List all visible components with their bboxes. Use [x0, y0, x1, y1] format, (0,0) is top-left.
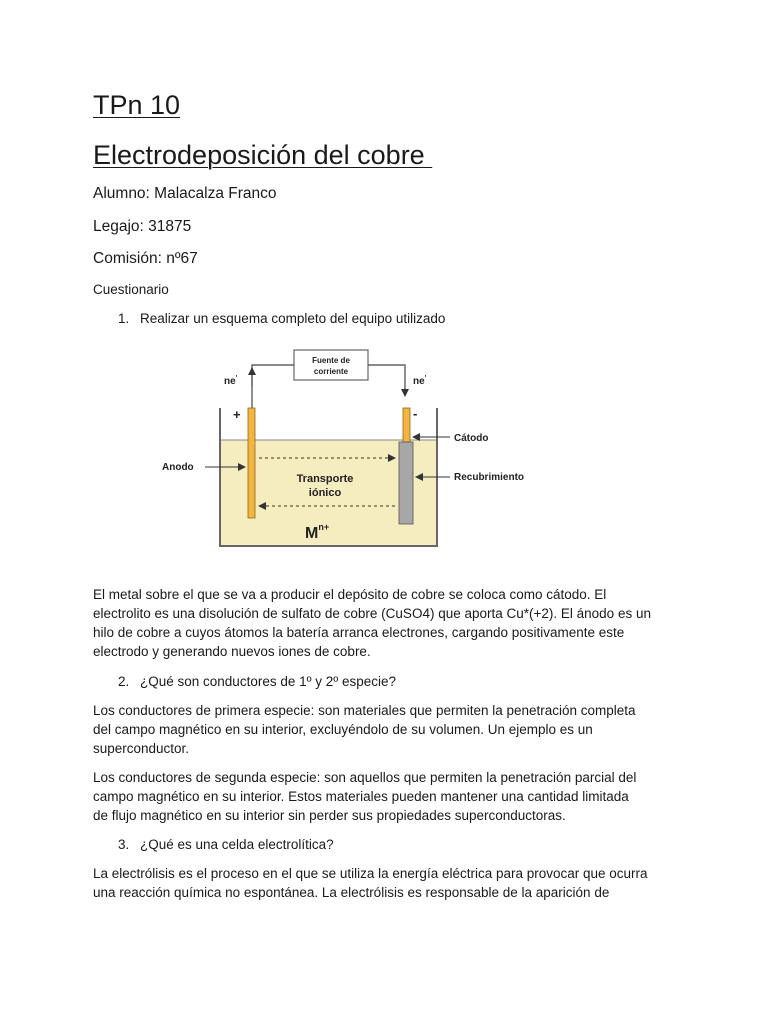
question-1 [118, 312, 445, 326]
comision-number: Comisión: nº67 [93, 250, 198, 267]
question-2 [118, 675, 396, 689]
metal-ion-label: $M^{n+}$ [305, 522, 330, 542]
text-line: del campo magnético en su interior, excluyéndolo de su volumen. Un ejemplo es un [93, 722, 593, 737]
electrolysis-diagram [155, 346, 555, 552]
cathode-electrode [403, 408, 410, 442]
electron-label-left: ne' [224, 375, 238, 387]
question-text: ¿Qué son conductores de 1º y 2º especie? [140, 674, 397, 689]
anode-electrode [248, 408, 255, 518]
question-text: Realizar un esquema completo del equipo utilizado [140, 311, 446, 326]
question-number: 3. [118, 837, 130, 852]
question-text: ¿Qué es una celda electrolítica? [140, 837, 334, 852]
question-number: 2. [118, 674, 130, 689]
paragraph-first-species [93, 701, 685, 758]
cathode-coating [399, 442, 413, 524]
text-line: La electrólisis es el proceso en el que se utiliza la energía eléctrica para provocar que ocurra [93, 866, 648, 881]
questionnaire-heading: Cuestionario [93, 282, 169, 297]
text-line: electrodo y generando nuevos iones de cobre. [93, 644, 371, 659]
text-line: campo magnético en su interior. Estos materiales pueden mantener una cantidad limitada [93, 789, 629, 804]
power-source-label-2: corriente [313, 367, 349, 376]
text-line: Los conductores de segunda especie: son aquellos que permiten la penetración parcial del [93, 770, 637, 785]
coating-label: Recubrimiento [454, 472, 525, 483]
anode-label: Anodo [162, 462, 194, 473]
question-3 [118, 838, 334, 852]
legajo-number: Legajo: 31875 [93, 218, 192, 235]
student-name: Alumno: Malacalza Franco [93, 185, 277, 202]
transport-label-2: iónico [308, 487, 342, 499]
plus-sign: + [233, 407, 241, 422]
text-line: El metal sobre el que se va a producir el depósito de cobre se coloca como cátodo. El [93, 587, 607, 602]
text-line: hilo de cobre a cuyos átomos la batería arranca electrones, cargando positivamente este [93, 625, 625, 640]
paragraph-cathode-explanation [93, 585, 685, 661]
document-subtitle: Electrodeposición del cobre [93, 140, 433, 170]
transport-label-1: Transporte [296, 473, 354, 485]
text-line: de flujo magnético en su interior sin perder sus propiedades superconductoras. [93, 808, 566, 823]
right-wire [368, 365, 405, 396]
left-wire [252, 365, 294, 408]
document-title: TPn 10 [93, 90, 181, 120]
paragraph-second-species [93, 768, 685, 825]
question-number: 1. [118, 311, 130, 326]
electron-label-right: ne' [413, 375, 427, 387]
cathode-label: Cátodo [454, 433, 489, 444]
text-line: Los conductores de primera especie: son materiales que permiten la penetración completa [93, 703, 636, 718]
text-line: electrolito es una disolución de sulfato de cobre (CuSO4) que aporta Cu*(+2). El ánodo es un [93, 606, 651, 621]
text-line: una reacción química no espontánea. La electrólisis es responsable de la aparición de [93, 885, 610, 900]
text-line: superconductor. [93, 741, 190, 756]
minus-sign: - [413, 406, 418, 421]
paragraph-electrolysis [93, 864, 685, 902]
power-source-label-1: Fuente de [312, 356, 350, 365]
